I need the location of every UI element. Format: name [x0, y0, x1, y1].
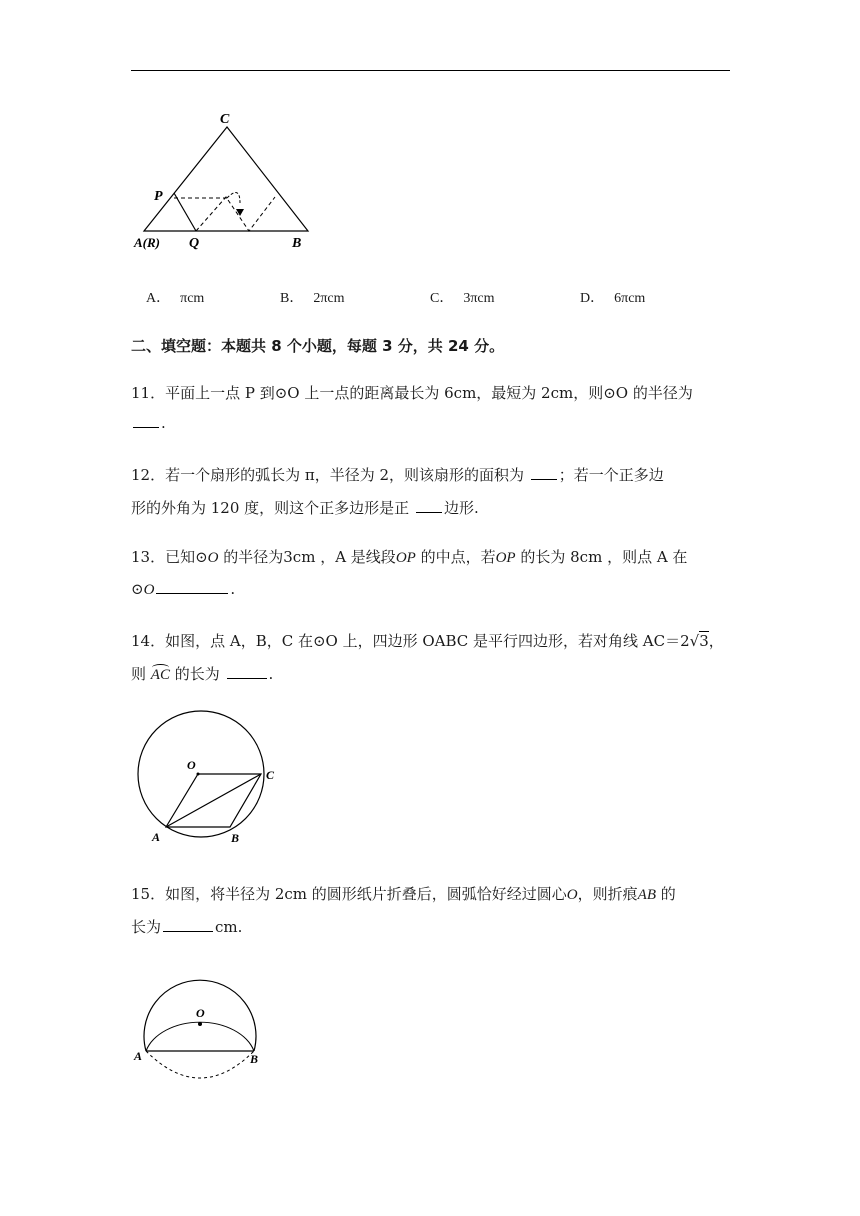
label-b: B — [250, 1052, 259, 1066]
q12-blank-1 — [531, 478, 557, 480]
label-a: A — [152, 830, 161, 844]
option-c: C． 3πcm — [430, 291, 495, 306]
option-b: B． 2πcm — [280, 291, 345, 306]
option-a: A． πcm — [146, 291, 205, 306]
q12-blank-2 — [416, 511, 442, 513]
q14-line1: 14．如图，点 A，B，C 在⊙O 上，四边形 OABC 是平行四边形，若对角线 AC＝2√3， — [131, 632, 724, 650]
label-a: A(R) — [134, 235, 160, 250]
q11-line2: . — [131, 414, 166, 432]
label-a: A — [134, 1049, 143, 1063]
option-d: D． 6πcm — [580, 291, 646, 306]
header-rule — [131, 70, 730, 71]
label-o: O — [196, 1006, 205, 1020]
q13-line2: ⊙O . — [131, 580, 236, 598]
label-c: C — [220, 112, 230, 127]
q14-blank — [227, 677, 267, 679]
q13-blank — [156, 592, 228, 594]
figure-triangle — [130, 105, 320, 255]
q11-blank — [133, 426, 159, 428]
q15-blank — [163, 930, 213, 932]
label-b: B — [292, 236, 302, 251]
q12-line2: 形的外角为 120 度，则这个正多边形是正 边形. — [131, 499, 479, 517]
label-q: Q — [189, 236, 200, 251]
sqrt-sign: √ — [689, 632, 700, 650]
q13-line1: 13．已知⊙O 的半径为3cm ，A 是线段OP 的中点，若OP 的长为 8cm ，则点 A 在 — [131, 548, 688, 566]
label-p: P — [154, 189, 163, 204]
arc-ac: AC — [150, 667, 170, 683]
figure-folded-circle — [130, 960, 270, 1085]
q15-line1: 15．如图，将半径为 2cm 的圆形纸片折叠后，圆弧恰好经过圆心O，则折痕AB 的 — [131, 885, 676, 903]
figure-circle-parallelogram — [125, 705, 295, 855]
q12-line1: 12．若一个扇形的弧长为 π，半径为 2，则该扇形的面积为 ；若一个正多边 — [131, 466, 664, 484]
section-heading: 二、填空题：本题共 8 个小题，每题 3 分，共 24 分。 — [131, 337, 505, 355]
label-b: B — [231, 831, 240, 845]
label-c: C — [266, 768, 275, 782]
q14-line2: 则 AC 的长为 . — [131, 665, 274, 683]
label-o: O — [187, 758, 196, 772]
q11-line1: 11．平面上一点 P 到⊙O 上一点的距离最长为 6cm，最短为 2cm，则⊙O 的半径为 — [131, 384, 693, 402]
q15-line2: 长为 cm. — [131, 918, 243, 936]
